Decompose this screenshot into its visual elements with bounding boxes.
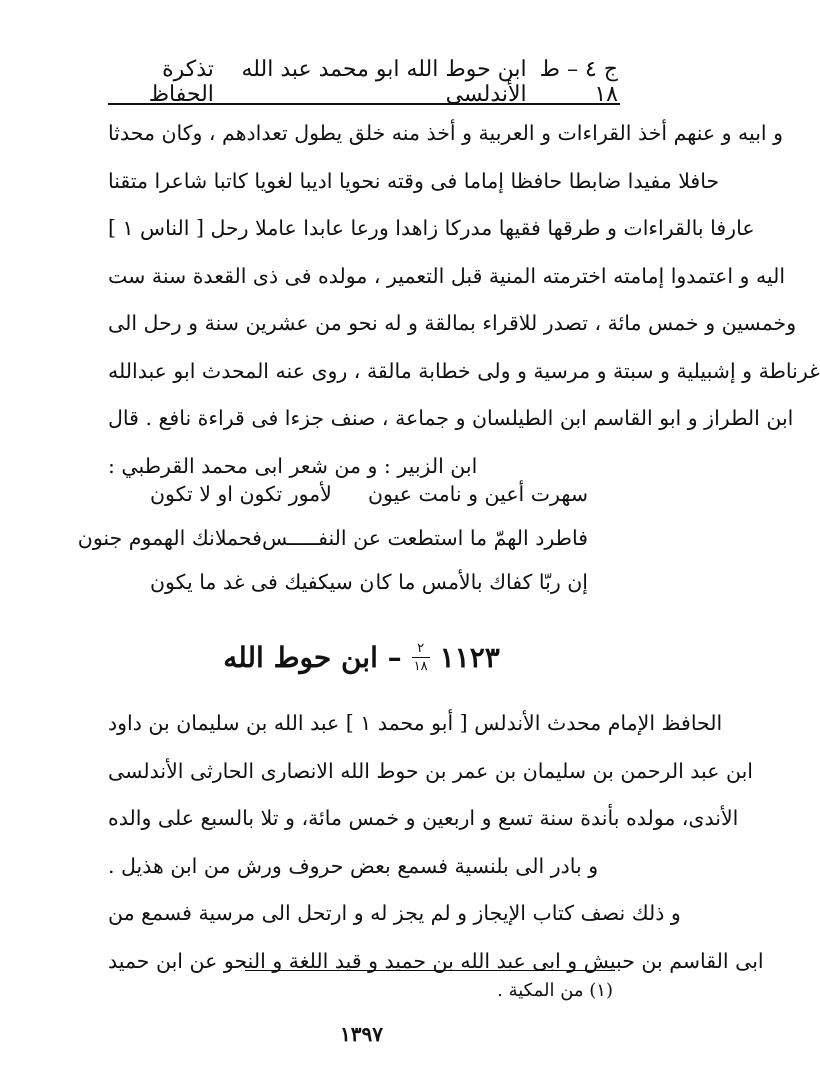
poem-verse [77,516,588,560]
header-entry-name: ابن حوط الله ابو محمد عبد الله الأندلسى [241,57,527,107]
text-line: و ابيه و عنهم أخذ القراءات و العربية و أخذ منه خلق يطول تعدادهم ، وكان محدثا [108,121,784,145]
header-book-title: تذكرة الحفاظ [148,57,214,107]
text-line: ابن الطراز و ابو القاسم ابن الطيلسان و جماعة ، صنف جزءا فى قراءة نافع . قال [108,406,794,430]
verse-second-hemistich: ن سيكفيك فى غد ما يكون [150,570,375,594]
header-volume-class: ج ٤ – ط ١٨ [539,57,618,107]
text-line: غرناطة و إشبيلية و سبتة و مرسية و ولى خطابة مالقة ، روى عنه المحدث ابو عبدالله [108,358,820,383]
verse-second-hemistich: فحملانك الهموم جنون [77,526,262,550]
fraction-top: ٢ [417,640,425,656]
paragraph-2 [108,700,764,985]
entry-number: ١١٢٣ [439,640,500,674]
text-line: الحافظ الإمام محدث الأندلس [ أبو محمد ١ ] عبد الله بن سليمان بن داود [108,711,723,735]
text-line: اليه و اعتمدوا إمامته اخترمته المنية قبل التعمير ، مولده فى ذى القعدة سنة ست [108,263,786,288]
running-header [110,57,618,107]
text-line: و ذلك نصف كتاب الإيجاز و لم يجز له و ارتحل الى مرسية فسمع من [108,901,681,925]
fraction-bar [412,657,430,658]
verse-second-hemistich: لأمور تكون او لا تكون [150,482,332,506]
entry-class-fraction [412,642,430,673]
verse-first-hemistich: سهرت أعين و نامت عيون [367,482,588,506]
footnote: (١) من المكية . [497,980,613,1001]
header-rule [108,103,620,105]
verse-first-hemistich: إن ربّا كفاك بالأمس ما كا [375,570,588,594]
entry-title: – ابن حوط الله [223,640,402,674]
text-line: وخمسين و خمس مائة ، تصدر للاقراء بمالقة و له نحو من عشرين سنة و رحل الى [108,311,797,335]
poem-verse [150,560,588,604]
poem [77,472,588,604]
text-line: ابى القاسم بن حبيش و ابى عبد الله بن حميد و قيد اللغة و النحو عن ابن حميد [108,948,764,973]
footnote-rule [245,970,615,971]
text-line: ابن عبد الرحمن بن سليمان بن عمر بن حوط الله الانصارى الحارثى الأندلسى [108,758,753,783]
paragraph-1 [108,110,820,490]
text-line: و بادر الى بلنسية فسمع بعض حروف ورش من ابن هذيل . [108,853,599,878]
poem-verse [150,472,588,516]
text-line: ابن الزبير : و من شعر ابى محمد القرطبي : [108,453,478,478]
verse-first-hemistich: فاطرد الهمّ ما استطعت عن النفـــــس [261,526,588,550]
text-line: حافلا مفيدا ضابطا حافظا إماما فى وقته نحويا اديبا لغويا كاتبا شاعرا متقنا [108,168,720,193]
fraction-bottom: ١٨ [413,658,428,674]
text-line: الأندى، مولده بأندة سنة تسع و اربعين و خمس مائة، و تلا بالسبع على والده [108,806,739,830]
page-number: ١٣٩٧ [340,1022,383,1046]
text-line: عارفا بالقراءات و طرقها فقيها مدركا زاهدا ورعا عابدا عاملا رحل [ الناس ١ ] [108,216,755,240]
entry-heading [0,632,723,682]
